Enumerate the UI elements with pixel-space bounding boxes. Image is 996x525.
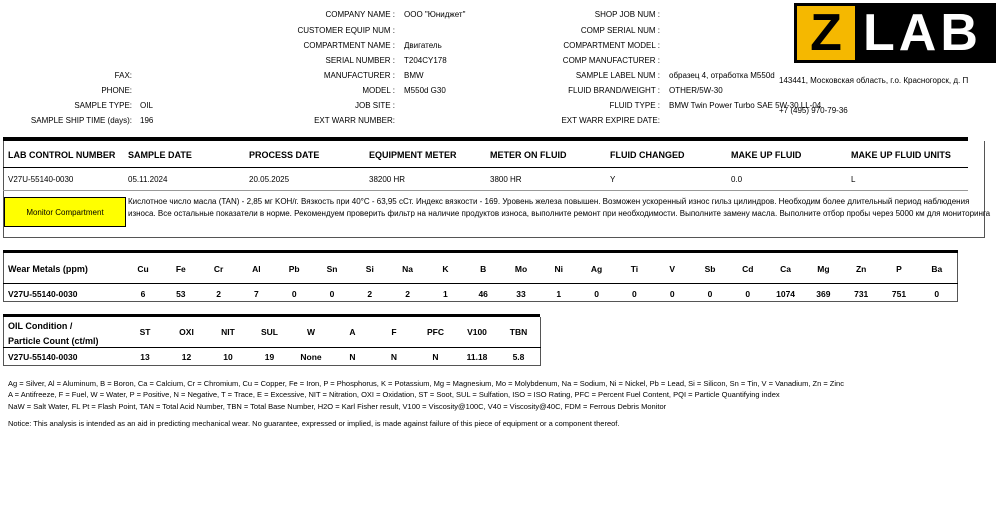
oil-condition-value-2: 10 [223,352,233,362]
model-label: MODEL : [362,86,395,95]
oil-condition-value-9: 5.8 [512,352,525,362]
oil-condition-title-2: Particle Count (ct/ml) [8,336,99,346]
logo-text: LAB [863,4,982,62]
cell-fluid-changed: Y [610,175,616,184]
sample-ship-time-label: SAMPLE SHIP TIME (days): [30,116,132,125]
job-site-label: JOB SITE : [354,101,395,110]
wear-metals-col-header-17: Ca [780,264,792,274]
fluid-brand-weight-value: OTHER/5W-30 [669,86,723,95]
comment-line-1: Кислотное число масла (TAN) - 2,85 мг KOH/г. Вязкость при 40°С - 63,95 сСт. Индекс вязкости - 169. Уровень железа повышен. Возможен ускоренный износ гильз цилиндров. Необходим более длительный период наблюдения [128,197,970,206]
wear-metals-col-header-1: Fe [175,264,186,274]
sample-label-num-value: образец 4, отработка M550d [669,71,775,80]
wear-metals-col-header-8: K [442,264,449,274]
oil-condition-value-1: 12 [181,352,192,362]
logo-z-mark: Z [797,6,855,60]
hdr-sample-date: SAMPLE DATE [128,150,192,160]
legend-line-3: NaW = Salt Water, FL Pt = Flash Point, TAN = Total Acid Number, TBN = Total Base Number, H2O = Karl Fisher result, V100 = Viscosity@100C, V40 = Viscosity@40C, FDM = Ferrous Debris Monitor [8,402,667,411]
wear-metals-value-8: 1 [443,289,448,299]
oil-condition-value-3: 19 [264,352,275,362]
oil-condition-value-0: 13 [140,352,150,362]
wear-metals-header-rule [3,283,958,284]
wear-metals-col-header-19: Zn [855,264,867,274]
oil-condition-value-7: N [432,352,439,362]
wear-metals-value-9: 46 [478,289,488,299]
shop-job-num-label: SHOP JOB NUM : [594,10,660,19]
wear-metals-value-12: 0 [594,289,599,299]
wear-metals-col-header-20: P [896,264,902,274]
lab-table-header-rule [3,167,968,168]
fax-label: FAX: [114,71,132,80]
wear-metals-value-17: 1074 [776,289,796,299]
oil-condition-col-header-8: V100 [467,327,487,337]
legend-line-2: A = Antifreeze, F = Fuel, W = Water, P = Positive, N = Negative, T = Trace, E = Excessive, NIT = Nitration, OXI = Oxidation, ST = Soot, SUL = Sulfation, ISO = ISO Rating, PFC = Percent Fuel Content, PQI = Particle Quantifying index [8,390,780,399]
wear-metals-col-header-3: Al [252,264,261,274]
wear-metals-value-0: 6 [140,289,146,299]
oil-condition-value-4: None [300,352,322,362]
ext-warr-number-label: EXT WARR NUMBER: [314,116,395,125]
oil-condition-value-8: 11.18 [466,352,488,362]
company-name-value: ООО "Юниджет" [404,10,466,19]
wear-metals-row-label: V27U-55140-0030 [8,289,78,299]
oil-condition-col-header-1: OXI [179,327,194,337]
oil-condition-value-5: N [349,352,356,362]
oil-condition-value-6: N [390,352,398,362]
company-name-label: COMPANY NAME : [325,10,395,19]
wear-metals-value-20: 751 [891,289,907,299]
fluid-type-value: BMW Twin Power Turbo SAE 5W-30 LL-04 [669,101,822,110]
hdr-process-date: PROCESS DATE [249,150,320,160]
phone-label: PHONE: [101,86,132,95]
wear-metals-value-7: 2 [405,289,410,299]
ext-warr-expire-date-label: EXT WARR EXPIRE DATE: [561,116,660,125]
wear-metals-value-13: 0 [632,289,637,299]
notice-text: Notice: This analysis is intended as an aid in predicting mechanical wear. No guarantee, expressed or implied, is made against failure of this piece of equipment or a component thereof. [8,419,620,428]
wear-metals-value-5: 0 [329,289,335,299]
comp-serial-num-label: COMP SERIAL NUM : [580,26,660,35]
oil-condition-col-header-3: SUL [261,327,278,337]
manufacturer-value: BMW [404,71,424,80]
wear-metals-col-header-13: Ti [630,264,639,274]
wear-metals-col-header-18: Mg [817,264,830,274]
oil-condition-row-label: V27U-55140-0030 [8,352,78,362]
monitor-compartment-badge: Monitor Compartment [4,197,126,227]
wear-metals-value-1: 53 [176,289,186,299]
serial-number-label: SERIAL NUMBER : [325,56,395,65]
wear-metals-col-header-21: Ba [931,264,943,274]
compartment-model-label: COMPARTMENT MODEL : [563,41,660,50]
lab-row-rule [3,190,968,191]
fluid-brand-weight-label: FLUID BRAND/WEIGHT : [568,86,660,95]
hdr-make-up-fluid-units: MAKE UP FLUID UNITS [851,150,951,160]
wear-metals-col-header-6: Si [365,264,374,274]
lab-address: 143441, Московская область, г.о. Красногорск, д. П [779,76,969,85]
wear-metals-value-4: 0 [291,289,297,299]
oil-condition-header-rule [3,347,541,348]
sample-label-num-label: SAMPLE LABEL NUM : [575,71,660,80]
manufacturer-label: MANUFACTURER : [323,71,395,80]
serial-number-value: T204CY178 [404,56,447,65]
hdr-lab-control-number: LAB CONTROL NUMBER [8,150,116,160]
wear-metals-col-header-11: Ni [554,264,564,274]
sample-ship-time-value: 196 [140,116,154,125]
hdr-equipment-meter: EQUIPMENT METER [369,150,457,160]
wear-metals-value-15: 0 [707,289,713,299]
cell-sample-date: 05.11.2024 [128,175,168,184]
wear-metals-col-header-4: Pb [288,264,300,274]
hdr-make-up-fluid: MAKE UP FLUID [731,150,802,160]
comp-manufacturer-label: COMP MANUFACTURER : [562,56,660,65]
fluid-type-label: FLUID TYPE : [609,101,660,110]
sample-type-value: OIL [140,101,153,110]
customer-equip-num-label: CUSTOMER EQUIP NUM : [297,26,395,35]
wear-metals-col-header-10: Mo [514,264,528,274]
wear-metals-col-header-7: Na [402,264,414,274]
wear-metals-col-header-0: Cu [137,264,149,274]
compartment-name-value: Двигатель [404,41,442,50]
legend-line-1: Ag = Silver, Al = Aluminum, B = Boron, Ca = Calcium, Cr = Chromium, Cu = Copper, Fe = Iron, P = Phosphorus, K = Potassium, Mg = Magnesium, Mo = Molybdenum, Na = Sodium, Ni = Nickel, Pb = Lead, Si = Silicon, Sn = Tin, V = Vanadium, Zn = Zinc [8,379,844,388]
hdr-fluid-changed: FLUID CHANGED [610,150,685,160]
wear-metals-col-header-16: Cd [742,264,754,274]
wear-metals-value-2: 2 [216,289,221,299]
wear-metals-title: Wear Metals (ppm) [8,264,88,274]
wear-metals-value-14: 0 [669,289,675,299]
oil-condition-col-header-9: TBN [509,327,528,337]
oil-condition-col-header-6: F [391,327,397,337]
cell-make-up-fluid: 0.0 [731,175,743,184]
compartment-name-label: COMPARTMENT NAME : [303,41,395,50]
oil-condition-col-header-7: PFC [427,327,444,337]
wear-metals-value-16: 0 [745,289,751,299]
comment-line-2: износа. Все остальные показатели в норме. Рекомендуем проверить фильтр на наличие продуктов износа, выполните ремонт при необходимости. Выполните замену масла. Выполните отбор пробы через 5000 км для мониторинга [128,209,991,218]
cell-process-date: 20.05.2025 [249,175,290,184]
oil-condition-col-header-2: NIT [221,327,235,337]
wear-metals-col-header-15: Sb [704,264,716,274]
oil-condition-col-header-4: W [306,327,316,337]
wear-metals-col-header-12: Ag [590,264,603,274]
oil-condition-title-1: OIL Condition / [8,321,73,331]
cell-make-up-fluid-units: L [851,175,856,184]
oil-condition-col-header-5: A [349,327,356,337]
cell-meter-on-fluid: 3800 HR [490,175,522,184]
wear-metals-col-header-5: Sn [326,264,338,274]
wear-metals-value-21: 0 [934,289,940,299]
wear-metals-value-18: 369 [816,289,831,299]
wear-metals-value-19: 731 [854,289,869,299]
lab-phone: +7 (495) 970-79-36 [779,106,848,115]
cell-equipment-meter: 38200 HR [369,175,406,184]
wear-metals-value-11: 1 [556,289,562,299]
sample-type-label: SAMPLE TYPE: [74,101,132,110]
lab-logo [794,3,996,63]
hdr-meter-on-fluid: METER ON FLUID [490,150,567,160]
wear-metals-value-3: 7 [254,289,259,299]
oil-condition-col-header-0: ST [139,327,151,337]
model-value: M550d G30 [404,86,446,95]
wear-metals-col-header-14: V [669,264,676,274]
wear-metals-value-6: 2 [367,289,373,299]
wear-metals-value-10: 33 [516,289,526,299]
cell-lab-control-number: V27U-55140-0030 [8,175,74,184]
wear-metals-col-header-9: B [480,264,487,274]
wear-metals-col-header-2: Cr [213,264,224,274]
